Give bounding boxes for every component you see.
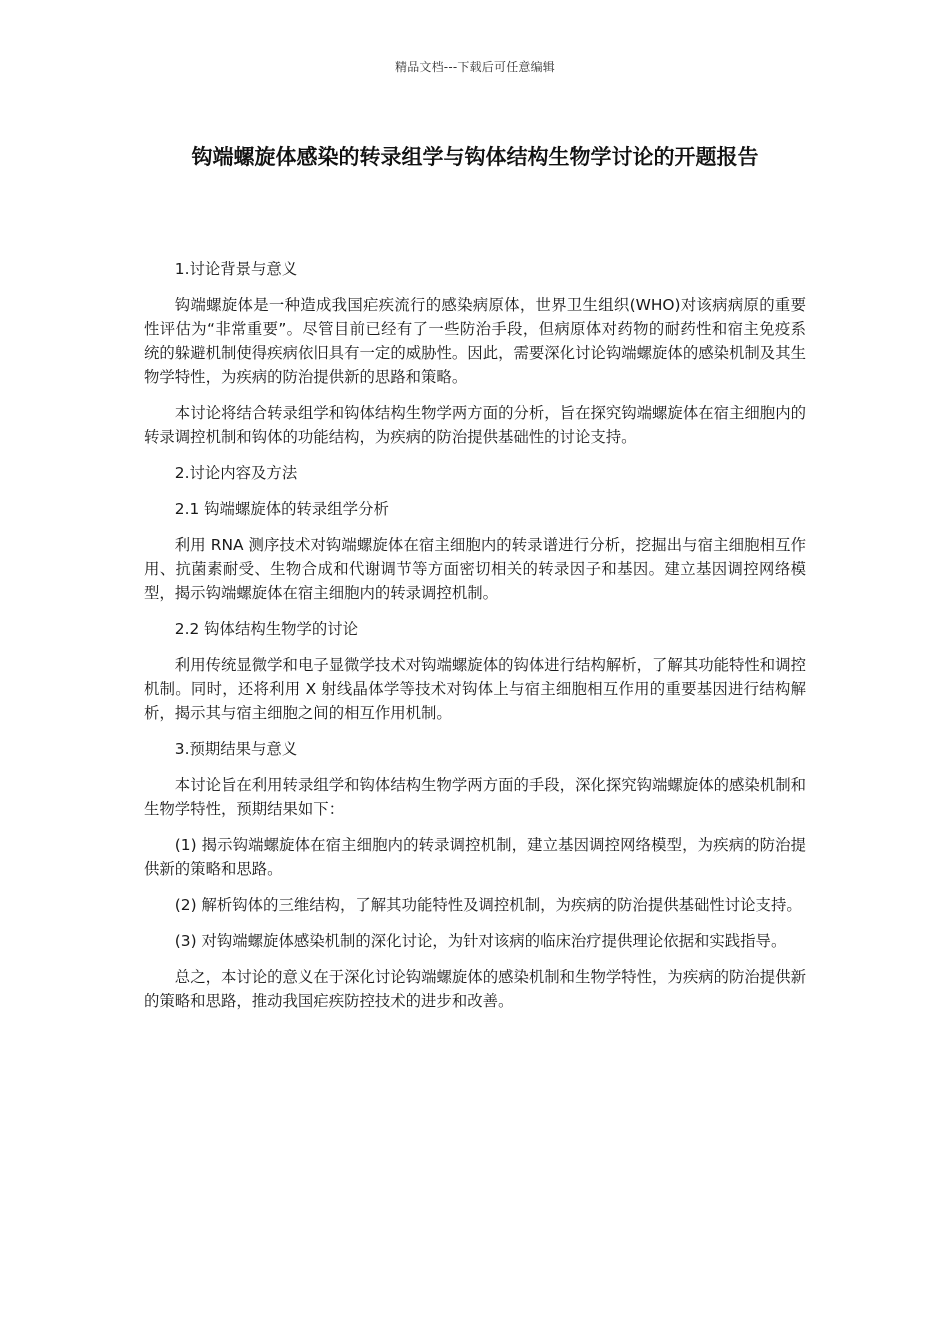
- section-1-paragraph-1: 钩端螺旋体是一种造成我国疟疾流行的感染病原体，世界卫生组织(WHO)对该病病原的重要性评估为“非常重要”。尽管目前已经有了一些防治手段，但病原体对药物的耐药性和宿主免疫系统的躲避机制使得疾病依旧具有一定的威胁性。因此，需要深化讨论钩端螺旋体的感染机制及其生物学特性，为疾病的防治提供新的思路和策略。: [144, 296, 806, 386]
- section-3-heading: 3.预期结果与意义: [174, 740, 298, 758]
- document-body: [144, 257, 806, 1025]
- section-1-paragraph-2: 本讨论将结合转录组学和钩体结构生物学两方面的分析，旨在探究钩端螺旋体在宿主细胞内的转录调控机制和钩体的功能结构，为疾病的防治提供基础性的讨论支持。: [144, 404, 806, 446]
- document-title: 钩端螺旋体感染的转录组学与钩体结构生物学讨论的开题报告: [191, 145, 759, 169]
- section-2-2-heading: 2.2 钩体结构生物学的讨论: [174, 620, 359, 638]
- section-3-paragraph: 本讨论旨在利用转录组学和钩体结构生物学两方面的手段，深化探究钩端螺旋体的感染机制和生物学特性，预期结果如下：: [144, 776, 806, 818]
- expected-result-item-1: (1) 揭示钩端螺旋体在宿主细胞内的转录调控机制，建立基因调控网络模型，为疾病的防治提供新的策略和思路。: [144, 836, 806, 878]
- section-2-2-paragraph: 利用传统显微学和电子显微学技术对钩端螺旋体的钩体进行结构解析，了解其功能特性和调控机制。同时，还将利用 X 射线晶体学等技术对钩体上与宿主细胞相互作用的重要基因进行结构解析，揭示其与宿主细胞之间的相互作用机制。: [144, 656, 806, 722]
- section-2-1-heading: 2.1 钩端螺旋体的转录组学分析: [174, 500, 389, 518]
- section-2-heading: 2.讨论内容及方法: [174, 464, 298, 482]
- expected-result-item-3: (3) 对钩端螺旋体感染机制的深化讨论，为针对该病的临床治疗提供理论依据和实践指导。: [174, 932, 787, 950]
- section-1-heading: 1.讨论背景与意义: [174, 260, 298, 278]
- summary-paragraph: 总之，本讨论的意义在于深化讨论钩端螺旋体的感染机制和生物学特性，为疾病的防治提供新的策略和思路，推动我国疟疾防控技术的进步和改善。: [144, 968, 806, 1010]
- expected-result-item-2: (2) 解析钩体的三维结构，了解其功能特性及调控机制，为疾病的防治提供基础性讨论支持。: [174, 896, 802, 914]
- page-header-watermark: 精品文档---下载后可任意编辑: [395, 60, 555, 74]
- section-2-1-paragraph: 利用 RNA 测序技术对钩端螺旋体在宿主细胞内的转录谱进行分析，挖掘出与宿主细胞相互作用、抗菌素耐受、生物合成和代谢调节等方面密切相关的转录因子和基因。建立基因调控网络模型，揭示钩端螺旋体在宿主细胞内的转录调控机制。: [144, 536, 806, 602]
